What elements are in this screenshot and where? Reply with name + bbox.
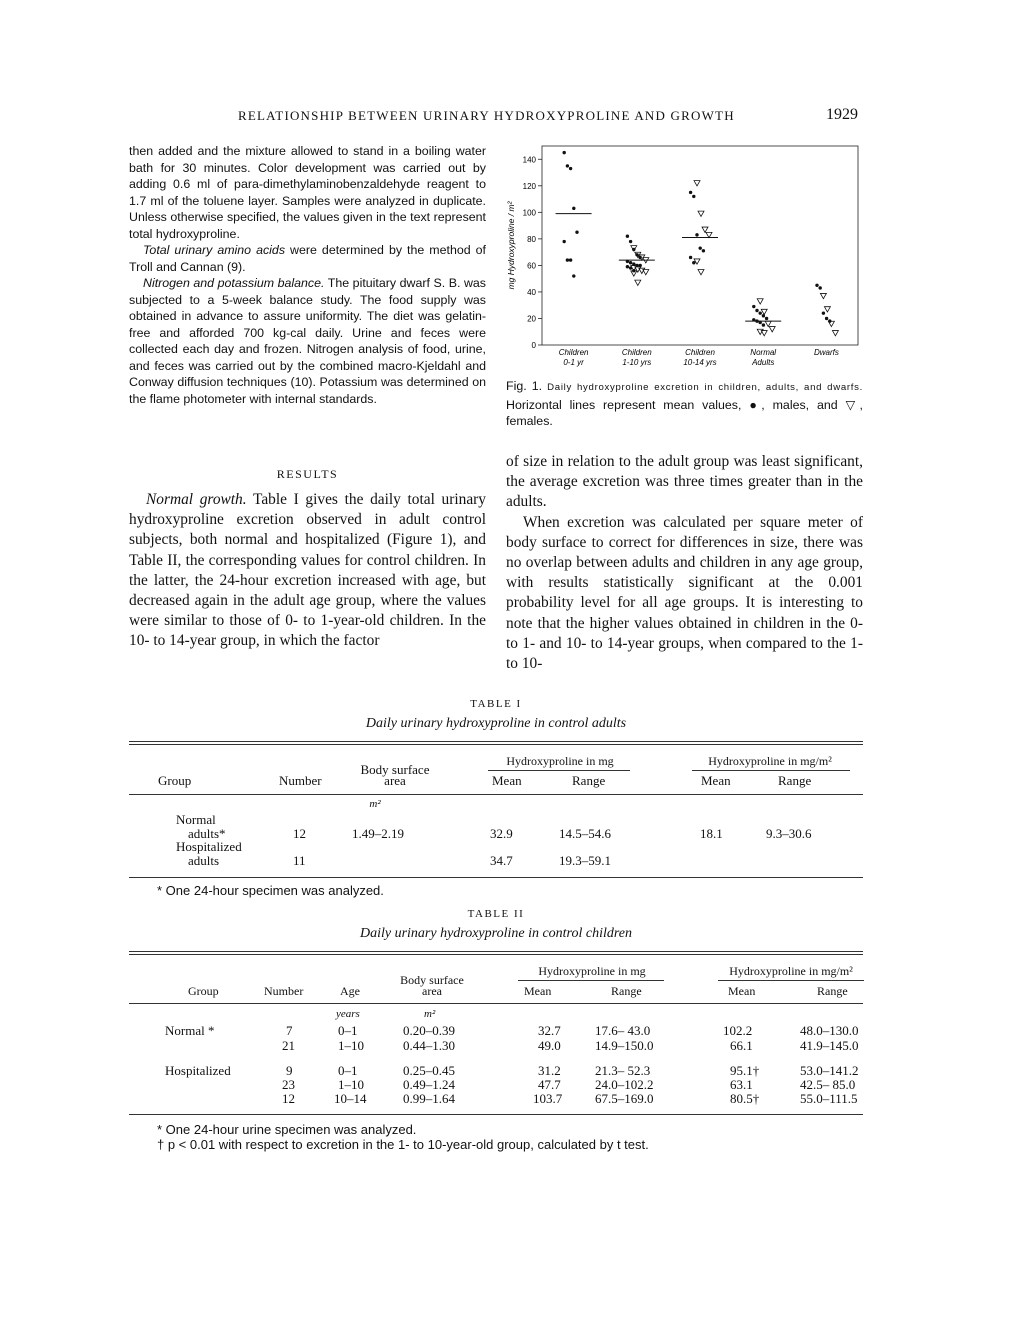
table-2-title: Daily urinary hydroxyproline in control children xyxy=(359,926,633,941)
t2-row5-mean-m2: 80.5† xyxy=(730,1091,760,1106)
t1-row1-bsa: 1.49–2.19 xyxy=(352,826,404,841)
t1-row2-group2: adults xyxy=(188,853,220,868)
t2-mgm2-header: Hydroxyproline in mg/m² xyxy=(729,964,853,978)
t1-row1-mean-mg: 32.9 xyxy=(490,826,513,841)
table-2-footnote-2: † p < 0.01 with respect to excretion in the 1- to 10-year-old group, calculated by t test. xyxy=(157,1137,649,1152)
t2-row1-mean-m2: 102.2 xyxy=(723,1023,753,1038)
group-label: Normal xyxy=(750,348,777,357)
t1-bsa-header-2: area xyxy=(384,773,406,788)
t2-row3-mean-mg: 31.2 xyxy=(538,1063,561,1078)
results-heading: RESULTS xyxy=(276,467,339,481)
group-sublabel: 1-10 yrs xyxy=(622,358,652,367)
y-tick-label: 20 xyxy=(527,314,536,324)
methods-paragraph: then added and the mixture allowed to stand in a boiling water bath for 30 minutes. Color development was carried out by adding 0.6 ml of para-dimethylaminobenzaldehyde reagent to 1.7 ml of the toluene layer. Samples were analyzed in duplicate. Unless otherwise specified, the values given in the text represent total hydroxyproline. xyxy=(129,144,486,241)
t2-row4-mean-m2: 63.1 xyxy=(730,1077,753,1092)
right-paragraph-1: of size in relation to the adult group was least significant, the average excretion was three times greater than in the adults. xyxy=(506,453,863,511)
t2-row4-number: 23 xyxy=(282,1077,295,1092)
amino-acids-lead: Total urinary amino acids xyxy=(143,243,286,257)
t1-row2-number: 11 xyxy=(293,853,306,868)
t2-row3-bsa: 0.25–0.45 xyxy=(403,1063,455,1078)
t1-row1-number: 12 xyxy=(293,826,306,841)
t2-row4-range-m2: 42.5– 85.0 xyxy=(800,1077,856,1092)
group-sublabel: 0-1 yr xyxy=(563,358,584,367)
t2-row1-group: Normal * xyxy=(165,1023,215,1038)
table-2-rule-bottom xyxy=(129,1114,863,1115)
table-1-footnote: * One 24-hour specimen was analyzed. xyxy=(157,883,384,898)
t2-mg-rule xyxy=(518,980,664,981)
t2-row5-number: 12 xyxy=(282,1091,295,1106)
t2-bsa-header-2: area xyxy=(422,984,442,998)
group-sublabel: 10-14 yrs xyxy=(683,358,717,367)
t1-range-mg-header: Range xyxy=(572,773,606,788)
running-head: RELATIONSHIP BETWEEN URINARY HYDROXYPROLINE AND GROWTH xyxy=(238,108,735,123)
y-tick-label: 0 xyxy=(531,341,536,350)
t2-row3-group: Hospitalized xyxy=(165,1063,231,1078)
t2-row1-number: 7 xyxy=(286,1023,293,1038)
group-label: Children xyxy=(558,348,589,357)
t2-row4-range-mg: 24.0–102.2 xyxy=(595,1077,654,1092)
t1-row1-group1: Normal xyxy=(176,812,216,827)
t2-group-header: Group xyxy=(188,984,219,998)
y-axis-label: mg Hydroxyproline / m² xyxy=(506,201,516,290)
t2-row3-age: 0–1 xyxy=(338,1063,358,1078)
figure-caption-title: Daily hydroxyproline excretion in children, adults, and dwarfs. xyxy=(547,382,863,393)
t2-row3-number: 9 xyxy=(286,1063,293,1078)
t2-row2-mean-mg: 49.0 xyxy=(538,1038,561,1053)
group-sublabel: Adults xyxy=(752,358,775,367)
table-1-label: TABLE I xyxy=(470,698,522,710)
t1-unit-m2: m² xyxy=(369,798,381,810)
t1-group-header: Group xyxy=(158,773,192,788)
table-1-title: Daily urinary hydroxyproline in control adults xyxy=(365,716,627,731)
group-label: Children xyxy=(685,348,715,357)
page-number: 1929 xyxy=(826,106,858,123)
t2-row2-age: 1–10 xyxy=(338,1038,364,1053)
t1-mg-header: Hydroxyproline in mg xyxy=(506,754,614,768)
t2-row2-mean-m2: 66.1 xyxy=(730,1038,753,1053)
t2-row5-age: 10–14 xyxy=(334,1091,367,1106)
t2-row5-range-m2: 55.0–111.5 xyxy=(800,1091,858,1106)
t2-unit-m2: m² xyxy=(424,1008,436,1020)
normal-growth-text: Table I gives the daily total urinary hydroxyproline excretion observed in adult control subjects, both normal and hospitalized (Figure 1), and Table II, the corresponding values for control children. In the latter, the 24-hour excretion increased with age, but decreased again in the adult age group, where the values were similar to those of 0- to 1-year-old children. In the 10- to 14-year group, in which the factor xyxy=(129,491,486,650)
figure-caption-prefix: Fig. 1. xyxy=(506,379,543,393)
table-2-rule-top xyxy=(129,951,863,952)
t2-row2-bsa: 0.44–1.30 xyxy=(403,1038,455,1053)
t2-age-header: Age xyxy=(340,984,360,998)
t2-mean-mg-header: Mean xyxy=(524,984,552,998)
t2-unit-years: years xyxy=(336,1008,360,1020)
t2-row1-range-m2: 48.0–130.0 xyxy=(800,1023,859,1038)
t2-row4-mean-mg: 47.7 xyxy=(538,1077,561,1092)
figure-caption-text: Horizontal lines represent mean values, ●, males, and ▽, females. xyxy=(506,397,863,428)
table-2-rule-top2 xyxy=(129,954,863,955)
t1-number-header: Number xyxy=(279,773,322,788)
t1-mgm2-header: Hydroxyproline in mg/m² xyxy=(708,754,832,768)
t2-row2-range-m2: 41.9–145.0 xyxy=(800,1038,859,1053)
t2-mgm2-rule xyxy=(718,980,864,981)
t2-row5-bsa: 0.99–1.64 xyxy=(403,1091,455,1106)
t2-range-mg-header: Range xyxy=(611,984,642,998)
t2-row2-number: 21 xyxy=(282,1038,295,1053)
t2-row5-mean-mg: 103.7 xyxy=(533,1091,563,1106)
right-paragraph-2: When excretion was calculated per square meter of body surface to correct for differences in size, there was no overlap between adults and children in any age group, with results statistically significant at the 0.001 probability level for all age groups. It is interesting to note that the higher values obtained in children in the 0- to 1- and 10- to 14-year groups, when compared to the 1- to 10- xyxy=(506,513,863,673)
t1-mean-mg-header: Mean xyxy=(492,773,522,788)
y-tick-label: 120 xyxy=(522,181,536,191)
normal-growth-lead: Normal growth. xyxy=(146,491,247,508)
y-tick-label: 100 xyxy=(522,208,536,218)
t1-range-m2-header: Range xyxy=(778,773,812,788)
t1-mean-m2-header: Mean xyxy=(701,773,731,788)
t2-row3-range-mg: 21.3– 52.3 xyxy=(595,1063,651,1078)
t1-row1-range-m2: 9.3–30.6 xyxy=(766,826,812,841)
t2-row1-range-mg: 17.6– 43.0 xyxy=(595,1023,651,1038)
t1-row2-range-mg: 19.3–59.1 xyxy=(559,853,611,868)
t1-row1-group2: adults* xyxy=(188,826,226,841)
t2-row1-mean-mg: 32.7 xyxy=(538,1023,561,1038)
t2-row2-range-mg: 14.9–150.0 xyxy=(595,1038,654,1053)
nitrogen-lead: Nitrogen and potassium balance. xyxy=(143,276,325,290)
t2-row4-age: 1–10 xyxy=(338,1077,364,1092)
t1-row1-mean-m2: 18.1 xyxy=(700,826,723,841)
t1-row2-mean-mg: 34.7 xyxy=(490,853,513,868)
t2-number-header: Number xyxy=(264,984,304,998)
t1-row1-range-mg: 14.5–54.6 xyxy=(559,826,611,841)
t2-row3-mean-m2: 95.1† xyxy=(730,1063,760,1078)
table-2-rule-head xyxy=(129,1003,863,1004)
y-tick-label: 80 xyxy=(527,234,536,244)
t2-mg-header: Hydroxyproline in mg xyxy=(538,964,646,978)
table-2-footnote-1: * One 24-hour urine specimen was analyzed. xyxy=(157,1122,417,1137)
y-tick-label: 60 xyxy=(527,261,536,271)
group-label: Dwarfs xyxy=(813,348,839,357)
t2-mean-m2-header: Mean xyxy=(728,984,756,998)
t2-row5-range-mg: 67.5–169.0 xyxy=(595,1091,654,1106)
group-label: Children xyxy=(621,348,652,357)
amino-acids-text: were determined by the method of Troll and Cannan (9). xyxy=(129,243,486,274)
t1-row2-group1: Hospitalized xyxy=(176,839,242,854)
t2-row1-age: 0–1 xyxy=(338,1023,358,1038)
t2-row4-bsa: 0.49–1.24 xyxy=(403,1077,455,1092)
t2-row3-range-m2: 53.0–141.2 xyxy=(800,1063,859,1078)
nitrogen-text: The pituitary dwarf S. B. was subjected to a 5-week balance study. The food supply was obtained in advance to assure uniformity. The diet was gelatin-free and afforded 700 kg-cal daily. Urine and feces were collected each day and frozen. Nitrogen analysis of food, urine, and feces was carried out by the combined macro-Kjeldahl and Conway diffusion techniques (10). Potassium was determined on the flame photometer with internal standards. xyxy=(129,276,486,406)
t2-range-m2-header: Range xyxy=(817,984,848,998)
y-tick-label: 140 xyxy=(522,155,536,165)
table-2-label: TABLE II xyxy=(467,908,525,920)
y-tick-label: 40 xyxy=(527,287,536,297)
t2-bsa-header-1: Body surface xyxy=(400,973,464,987)
t2-row1-bsa: 0.20–0.39 xyxy=(403,1023,455,1038)
t1-bsa-header-1: Body surface xyxy=(360,762,430,777)
